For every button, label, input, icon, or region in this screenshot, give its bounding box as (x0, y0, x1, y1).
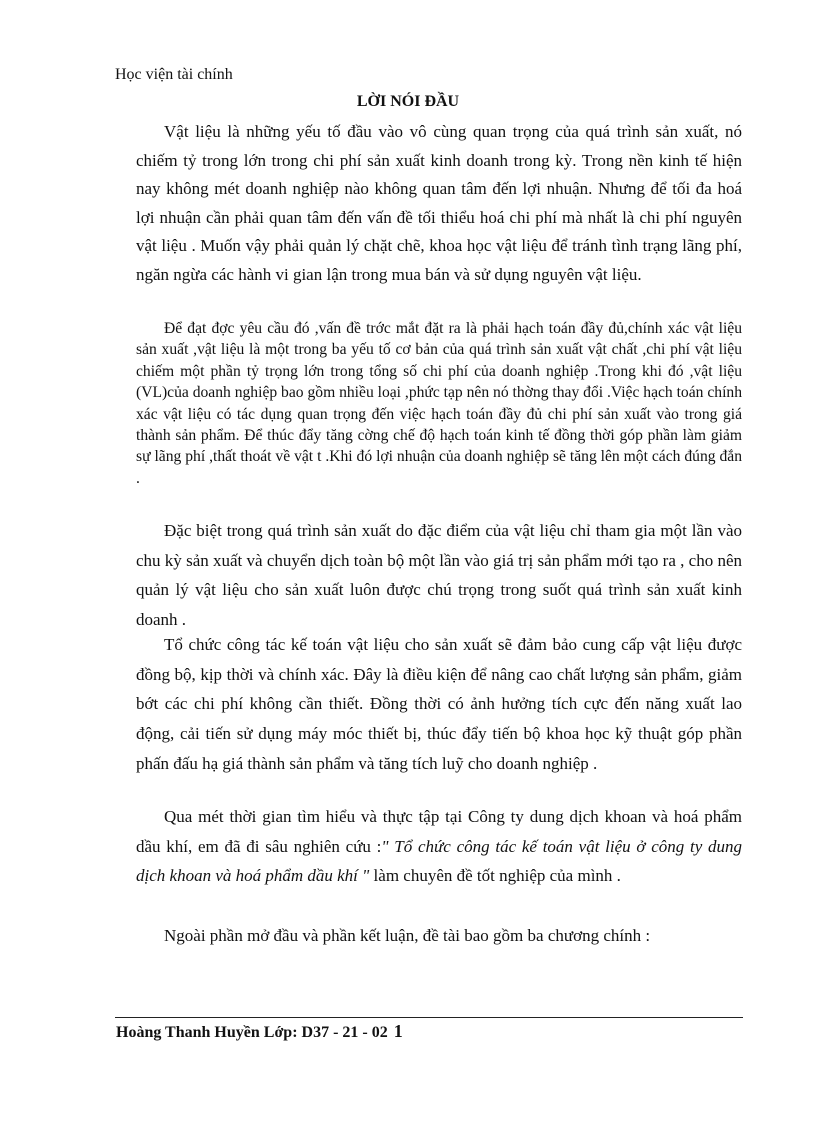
page-footer (116, 1021, 403, 1043)
paragraph-1: Vật liệu là những yếu tố đầu vào vô cùng quan trọng của quá trình sản xuất, nó chiếm tỷ trong lớn trong chi phí sản xuất kinh doanh trong kỳ. Trong nền kinh tế hiện nay không mét doanh nghiệp nào không quan tâm đến lợi nhuận. Nhưng để tối đa hoá lợi nhuận cần phải quan tâm đến vấn đề tối thiểu hoá chi phí mà nhất là chi phí nguyên vật liệu . Muốn vậy phải quản lý chặt chẽ, khoa học vật liệu để tránh tình trạng lãng phí, ngăn ngừa các hành vi gian lận trong mua bán và sử dụng nguyên vật liệu. (136, 122, 742, 284)
paragraph-5-end: làm chuyên đề tốt nghiệp của mình . (373, 866, 621, 885)
page-header: Học viện tài chính (115, 66, 233, 83)
footer-divider (115, 1017, 743, 1018)
paragraph-4: Tổ chức công tác kế toán vật liệu cho sản xuất sẽ đảm bảo cung cấp vật liệu được đồng bộ, kịp thời và chính xác. Đây là điều kiện để nâng cao chất lượng sản phẩm, giảm bớt các chi phí không cần thiết. Đồng thời có ảnh hưởng tích cực đến năng xuất lao động, cải tiến sử dụng máy móc thiết bị, thúc đẩy tiến bộ khoa học kỹ thuật góp phần phấn đấu hạ giá thành sản phẩm và tăng tích luỹ cho doanh nghiệp . (136, 635, 742, 773)
paragraph-5-intro: Qua mét thời gian tìm hiểu và thực tập tại Công ty dung dịch khoan và hoá phẩm dầu khí, em đã đi sâu nghiên cứu : (136, 807, 742, 856)
paragraph-6: Ngoài phần mở đầu và phần kết luận, đề tài bao gồm ba chương chính : (164, 926, 651, 945)
page-number: 1 (393, 1021, 403, 1041)
page-title: LỜI NÓI ĐẦU (356, 93, 460, 110)
footer-author: Hoàng Thanh Huyền Lớp: D37 - 21 - 02 (116, 1024, 388, 1041)
paragraph-5 (136, 802, 742, 891)
paragraph-3: Đặc biệt trong quá trình sản xuất do đặc điểm của vật liệu chỉ tham gia một lần vào chu kỳ sản xuất và chuyển dịch toàn bộ một lần vào giá trị sản phẩm mới tạo ra , cho nên quản lý vật liệu cho sản xuất luôn được chú trọng trong suốt quá trình sản xuất kinh doanh . (136, 521, 742, 629)
thesis-title: " Tổ chức công tác kế toán vật liệu ở công ty dung dịch khoan và hoá phẩm dầu khí " (136, 836, 742, 885)
paragraph-2: Để đạt đợc yêu cầu đó ,vấn đề trớc mắt đặt ra là phải hạch toán đầy đủ,chính xác vật liệu sản xuất ,vật liệu là một trong ba yếu tố cơ bản của quá trình sản xuất vật chất ,chi phí vật liệu chiếm một phần tỷ trọng lớn trong tổng số chi phí của doanh nghiệp .Trong khi đó ,vật liệu (VL)của doanh nghiệp bao gồm nhiều loại ,phức tạp nên nó thờng thay đổi .Việc hạch toán chính xác vật liệu có tác dụng quan trọng đến việc hạch toán đầy đủ chi phí sản xuất vào trong giá thành sản phẩm. Để thúc đẩy tăng cờng chế độ hạch toán kinh tế đồng thời góp phần làm giảm sự lãng phí ,thất thoát về vật t .Khi đó lợi nhuận của doanh nghiệp sẽ tăng lên một cách đúng đắn . (136, 320, 742, 487)
